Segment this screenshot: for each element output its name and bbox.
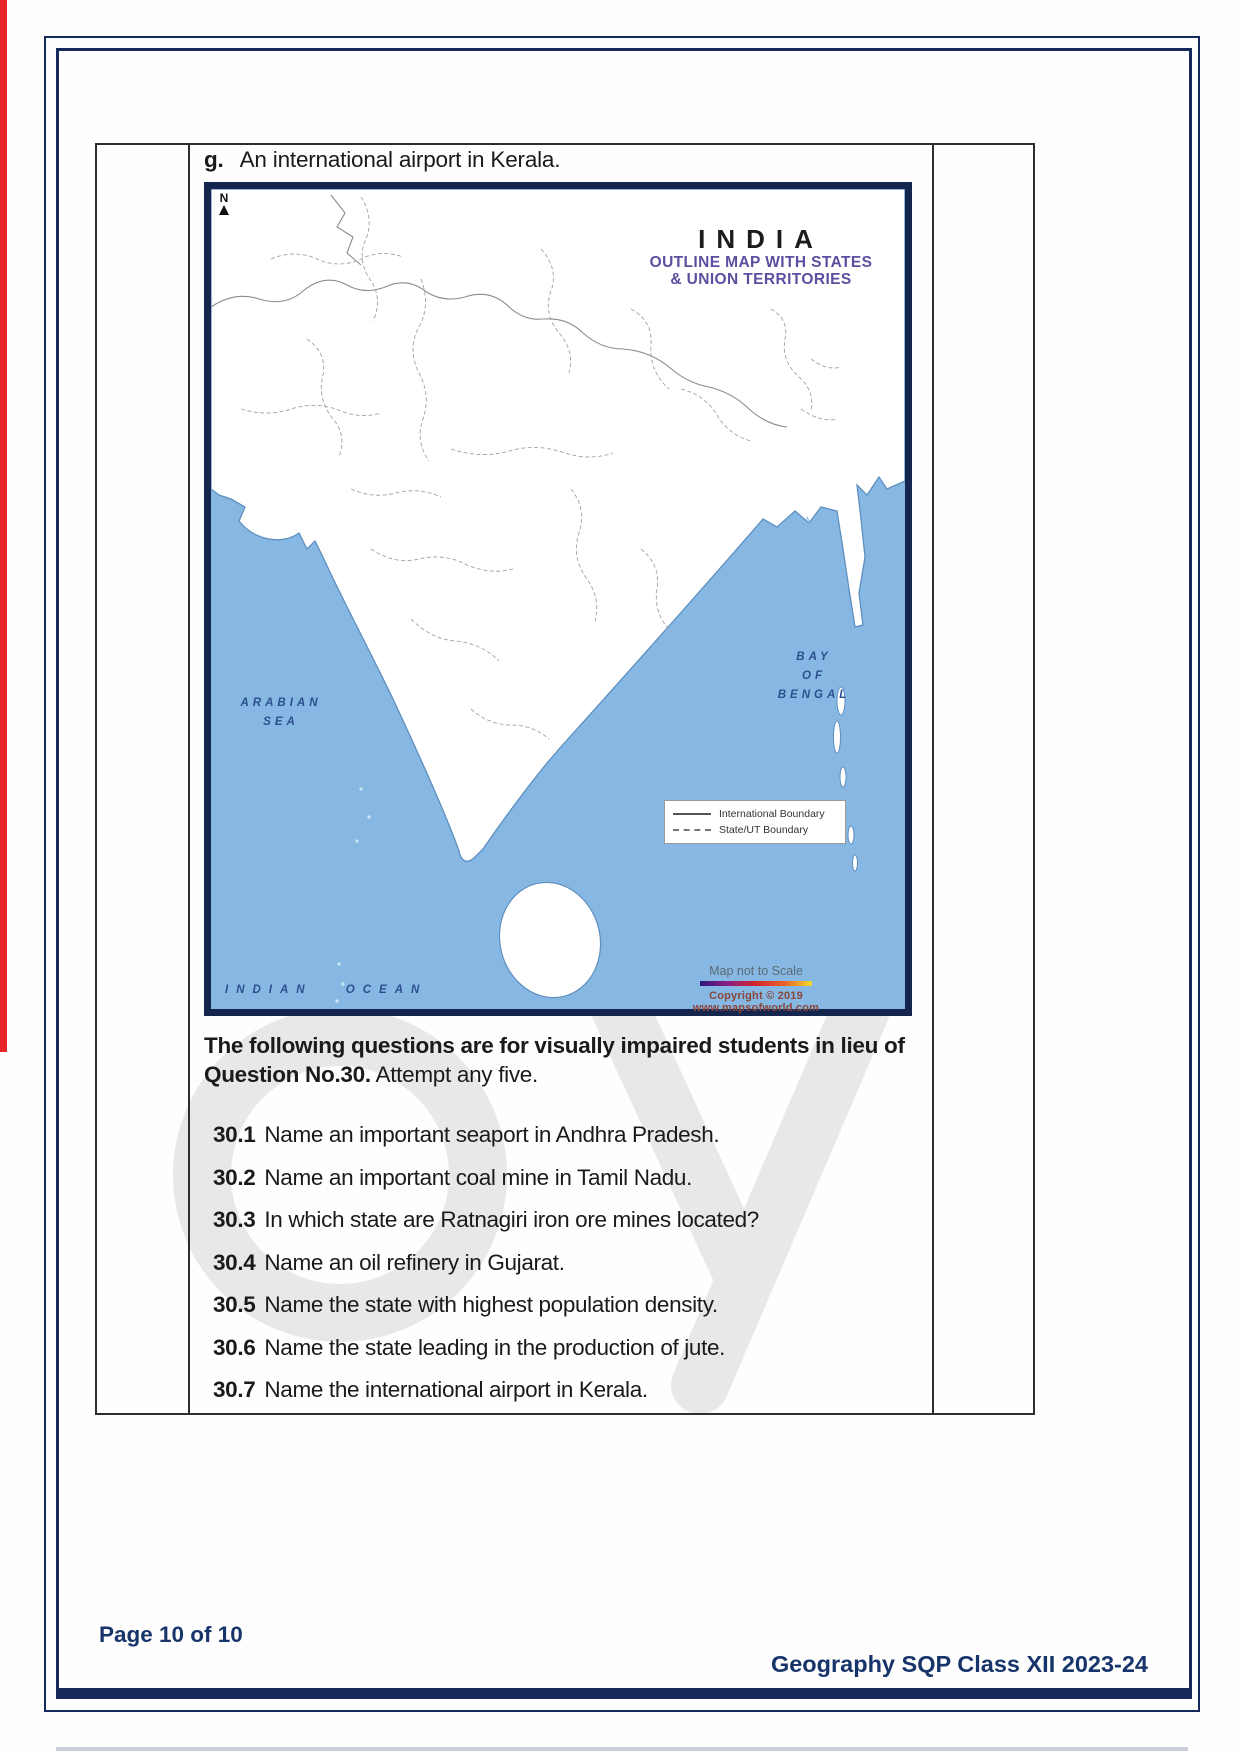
map-drawing bbox=[211, 189, 905, 1009]
bay-of-bengal-label: BAY OF BENGAL bbox=[777, 651, 851, 701]
solid-line-swatch bbox=[673, 813, 711, 815]
vi-note bbox=[204, 1031, 946, 1089]
arabian-sea-label: ARABIAN SEA bbox=[240, 697, 322, 728]
question-list bbox=[213, 1123, 953, 1421]
map-subtitle-line1: OUTLINE MAP WITH STATES bbox=[649, 253, 873, 271]
question-30-1: 30.1 Name an important seaport in Andhra Pradesh. bbox=[213, 1122, 720, 1147]
document-title-footer: Geography SQP Class XII 2023-24 bbox=[770, 1651, 1148, 1677]
vi-note-bold: The following questions are for visually impaired students in lieu of Question No.30. bbox=[204, 1033, 905, 1087]
question-g-number: g. bbox=[204, 147, 224, 172]
india-outline-map bbox=[204, 182, 912, 1016]
question-30-5: 30.5 Name the state with highest population density. bbox=[213, 1292, 718, 1317]
question-30-4: 30.4 Name an oil refinery in Gujarat. bbox=[213, 1249, 565, 1275]
question-g-line bbox=[204, 147, 560, 173]
question-30-7: 30.7 Name the international airport in Kerala. bbox=[213, 1377, 648, 1402]
question-30-3: 30.3 In which state are Ratnagiri iron ore mines located? bbox=[213, 1207, 759, 1232]
page-number: Page 10 of 10 bbox=[99, 1622, 243, 1647]
map-subtitle-line2: & UNION TERRITORIES bbox=[670, 270, 852, 288]
map-title: INDIA bbox=[698, 224, 824, 254]
dashed-line-swatch bbox=[673, 829, 711, 831]
legend-row-international: International Boundary bbox=[673, 806, 839, 822]
scale-note: Map not to Scale bbox=[709, 964, 803, 978]
map-title-block bbox=[621, 225, 901, 288]
map-legend bbox=[664, 800, 846, 844]
question-g-text: An international airport in Kerala. bbox=[239, 147, 561, 172]
legend-row-state-ut: State/UT Boundary bbox=[673, 822, 839, 838]
north-arrow bbox=[216, 192, 232, 215]
north-arrow-icon bbox=[219, 205, 229, 215]
map-scale-block bbox=[646, 964, 866, 1014]
question-30-2: 30.2 Name an important coal mine in Tamil Nadu. bbox=[213, 1164, 692, 1190]
question-30-6: 30.6 Name the state leading in the production of jute. bbox=[213, 1334, 726, 1360]
indian-ocean-label: INDIAN OCEAN bbox=[225, 984, 428, 996]
gradient-bar bbox=[700, 981, 812, 986]
north-label: N bbox=[219, 191, 229, 205]
vi-note-regular: Attempt any five. bbox=[375, 1062, 538, 1087]
map-copyright: Copyright © 2019 www.mapsofworld.com bbox=[692, 990, 820, 1014]
table-column-divider-left bbox=[188, 145, 190, 1413]
